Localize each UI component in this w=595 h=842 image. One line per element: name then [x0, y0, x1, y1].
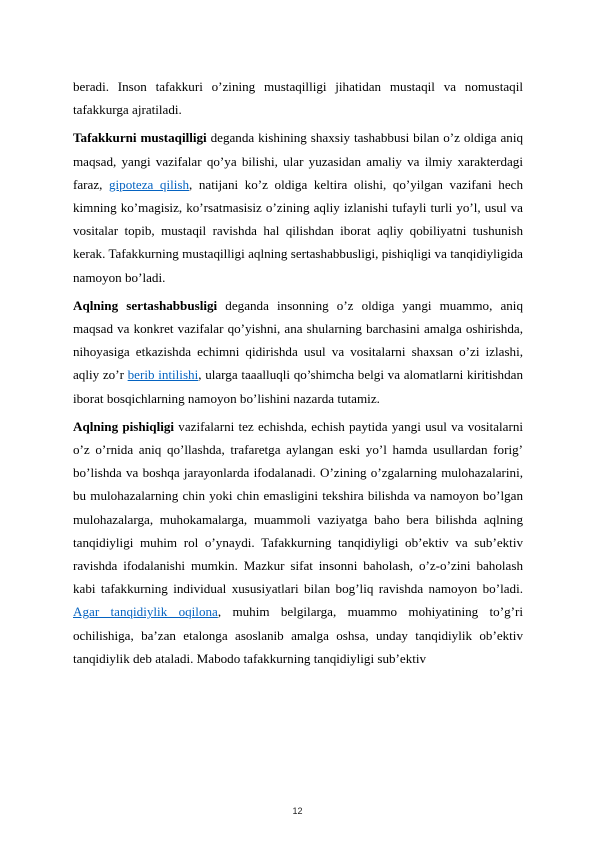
- paragraph-intro: [73, 75, 523, 121]
- text-segment: beradi. Inson tafakkuri o’zining mustaqilligi jihatidan mustaqil va nomustaqil tafakkurga ajratiladi.: [73, 79, 523, 118]
- text-segment: , natijani ko’z oldiga keltira olishi, qo’yilgan vazifani hech kimning ko’magisiz, ko’rsatmasisiz o’zining aqliy izlanishi tufayli turli yo’l, usul va vositalar topib, mustaqil ravishda hal qilishdan iborat aqliy qobiliyatni tushunish kerak. Tafakkurning mustaqilligi aqlning sertashabbusligi, pishiqligi va tanqidiyligida namoyon bo’ladi.: [73, 176, 524, 285]
- text-segment: vazifalarni tez echishda, echish paytida yangi usul va vositalarni o’z o’rnida aniq qo’llashda, trafaretga aylangan eski yo’l hamda usullardan forig’ bo’lishda va boshqa jarayonlarda ifodalanadi. O’zining o’zgalarning mulohazalarini, bu mulohazalarning chin yoki chin emasligini tekshira bilishda va namoyon bo’lgan mulohazalarga, muhokamalarga, muammoli vaziyatga baho bera bilishda aqlning tanqidiyligi muhim rol o’ynaydi. Tafakkurning tanqidiyligi ob’ektiv va sub’ektiv ravishda ifodalanishi mumkin. Mazkur sifat insonni baholash, o’z-o’zini baholash kabi tafakkurning individual xususiyatlari bilan bog’liq ravishda namoyon bo’ladi.: [73, 418, 523, 597]
- term-heading: Tafakkurni mustaqilligi: [73, 130, 207, 146]
- document-body: [73, 75, 523, 675]
- link-gipoteza-qilish[interactable]: gipoteza qilish: [109, 176, 190, 192]
- text-segment: , ularga taaalluqli qo’shimcha belgi va alomatlarni kiritishdan iborat bosqichlarning namoyon bo’lishini nazarda tutamiz.: [73, 367, 523, 406]
- term-heading: Aqlning pishiqligi: [73, 418, 175, 434]
- paragraph-aql-pishiqligi: [73, 415, 523, 670]
- text-segment: deganda kishining shaxsiy tashabbusi bilan o’z oldiga aniq maqsad, yangi vazifalar qo’ya bilishi, ular yuzasidan amaliy va ilmiy xarakterdagi faraz,: [73, 130, 523, 192]
- paragraph-aql-sertashabbusligi: [73, 294, 523, 410]
- text-segment: , muhim belgilarga, muammo mohiyatining to’g’ri ochilishiga, ba’zan etalonga asoslanib amalga oshsa, unday tanqidiylik ob’ektiv tanqidiylik deb ataladi. Mabodo tafakkurning tanqidiyligi sub’ektiv: [73, 604, 523, 666]
- page-number: 12: [292, 806, 303, 816]
- term-heading: Aqlning sertashabbusligi: [73, 297, 218, 313]
- link-berib-intilishi[interactable]: berib intilishi: [127, 367, 199, 383]
- link-agar-tanqidiylik-oqilona[interactable]: Agar tanqidiylik oqilona: [73, 604, 218, 620]
- paragraph-tafakkur-mustaqilligi: [73, 126, 523, 288]
- text-segment: deganda insonning o’z oldiga yangi muammo, aniq maqsad va konkret vazifalar qo’yishni, ana shularning barchasini amalga oshirishda, nihoyasiga etkazishda echimni qidirishda usul va vositalarni shaxsan o’zi izlashi, aqliy zo’r: [73, 297, 523, 383]
